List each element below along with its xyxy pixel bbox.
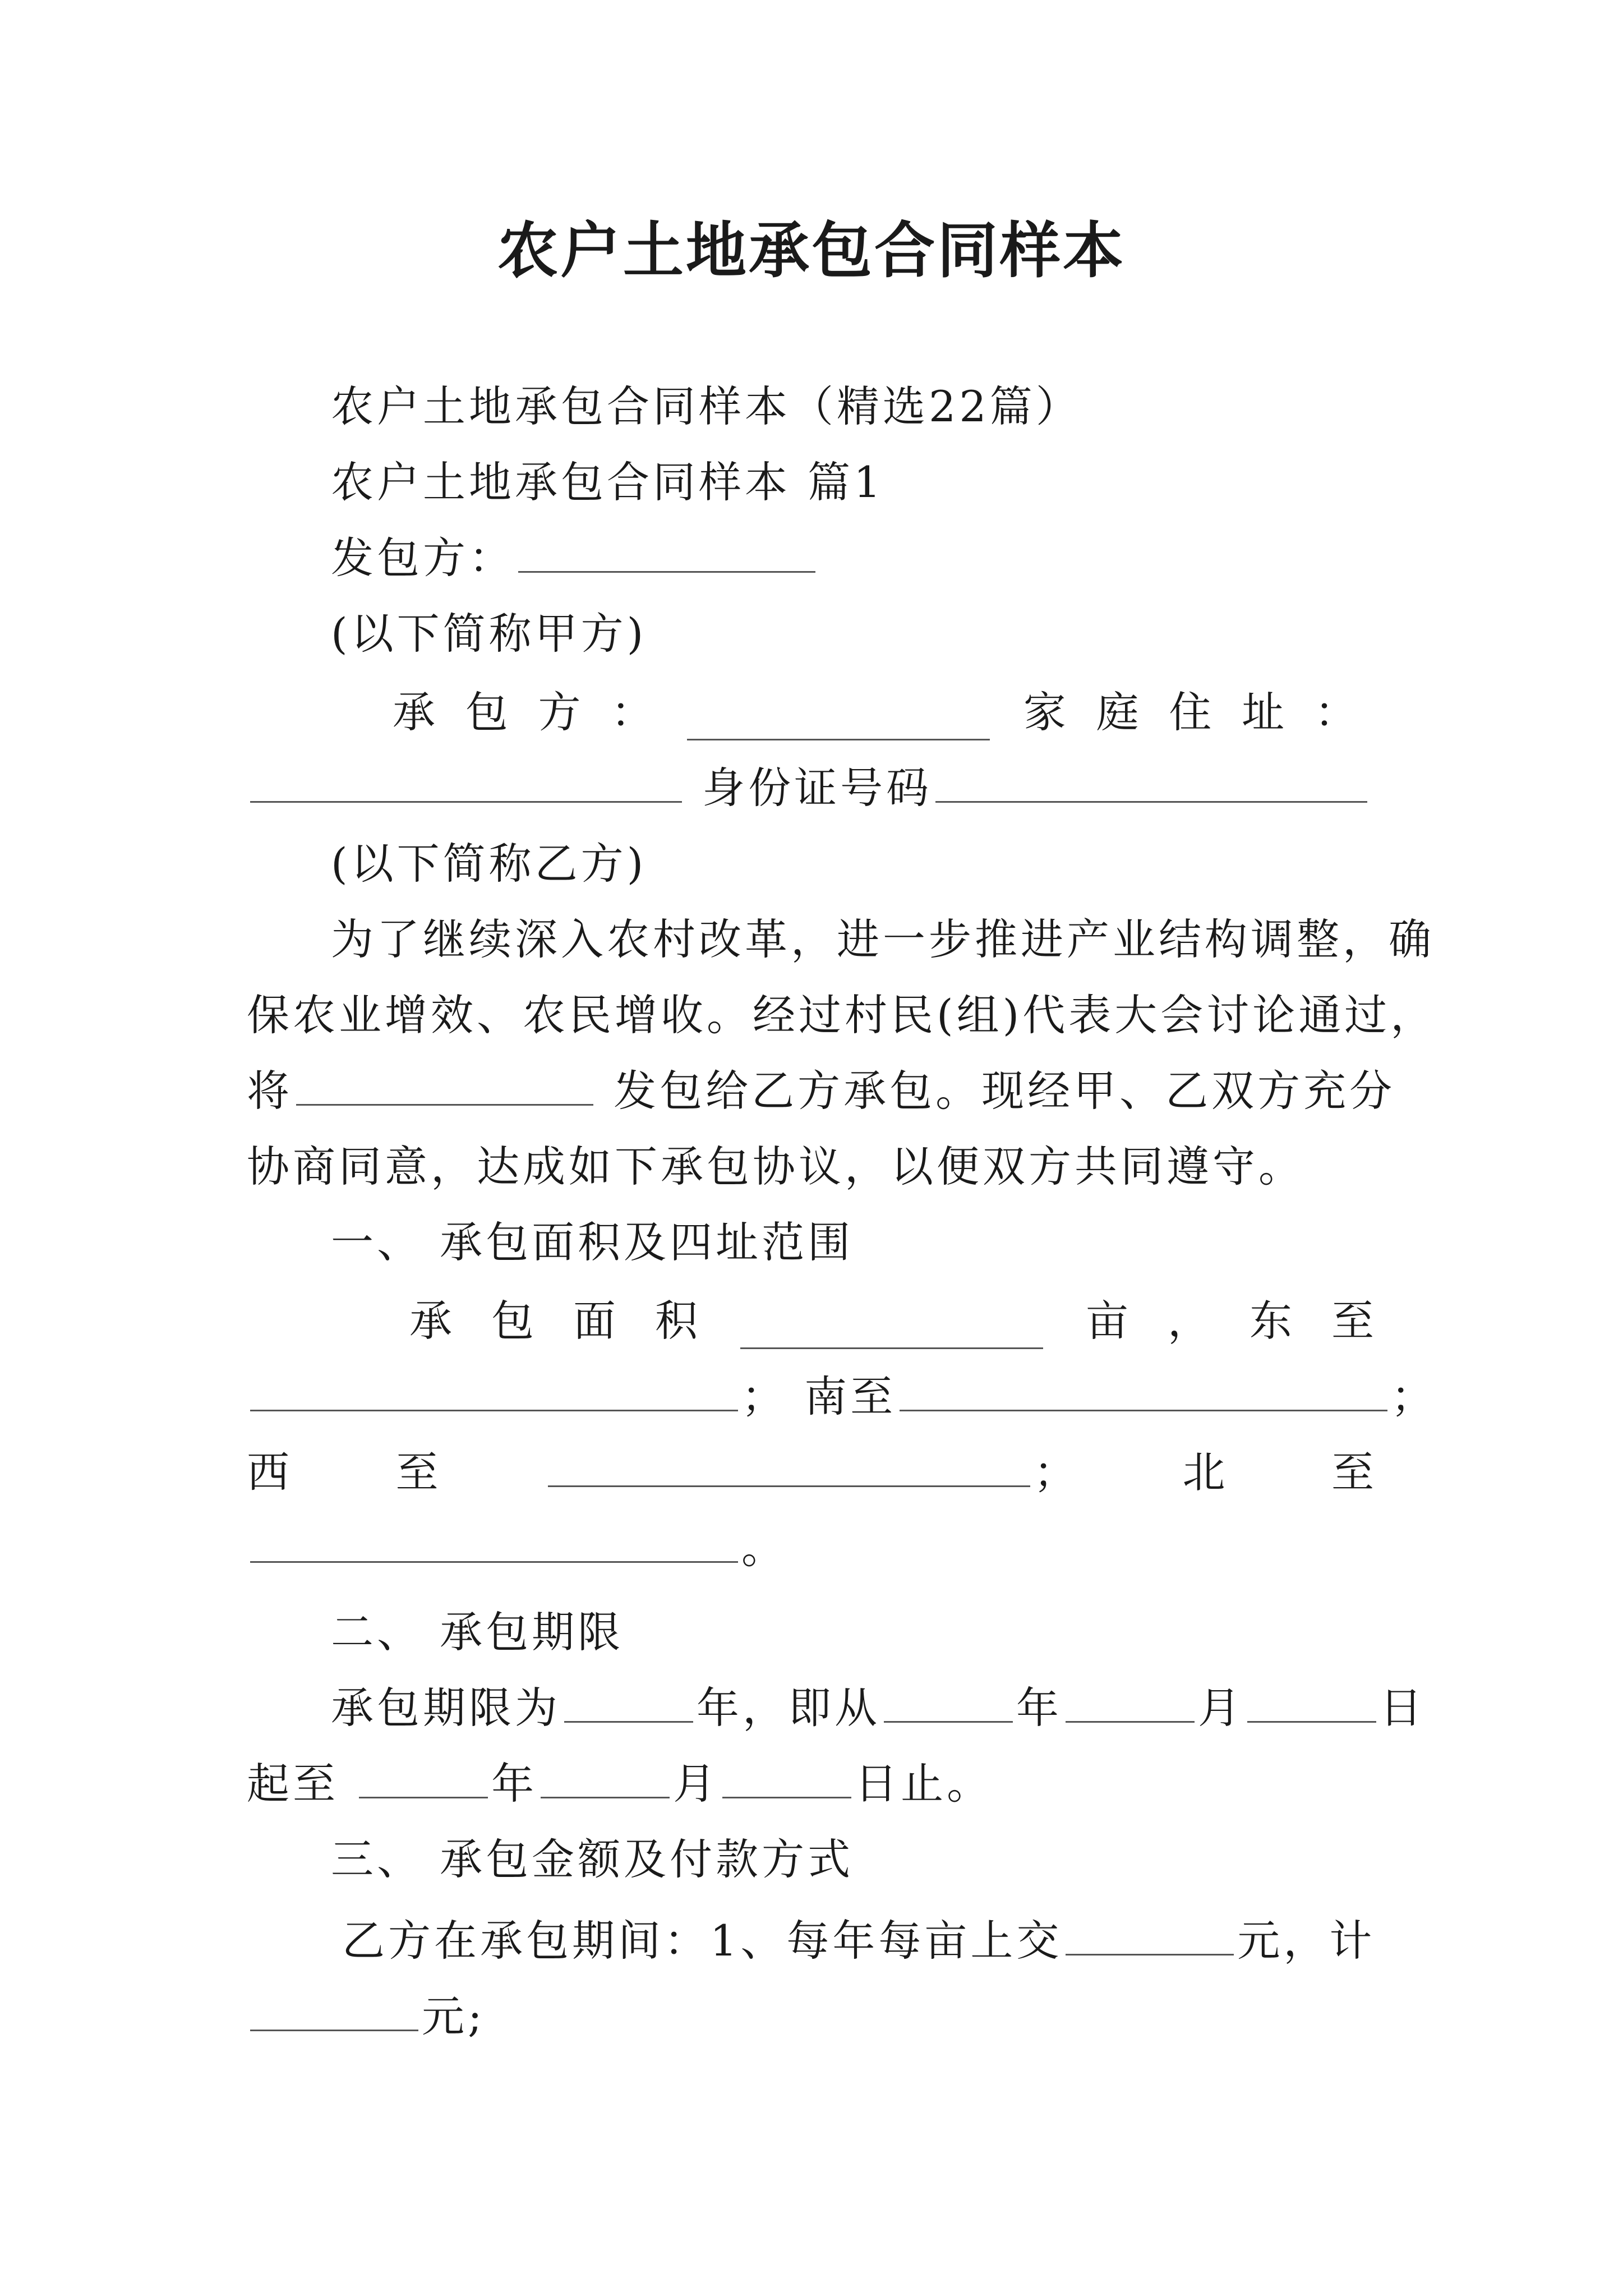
south-label: 南至 [804,1372,897,1421]
semicolon: ； [1391,1372,1437,1421]
party-b-line [393,684,1357,740]
start-year-blank[interactable] [884,1682,1013,1723]
section-1-heading: 一、 承包面积及四址范围 [331,1217,854,1267]
party-b-note: (以下简称乙方) [331,839,647,889]
intro-line-3-prefix: 将 [247,1066,293,1116]
end-month-blank[interactable] [541,1757,670,1798]
party-a-blank[interactable] [518,532,815,573]
party-b-blank[interactable] [687,700,990,740]
area-char: 承 [409,1296,452,1346]
end-month-label: 月 [673,1759,720,1809]
address-blank[interactable] [250,762,682,803]
east-char: 至 [1331,1296,1374,1346]
semicolon: ； [1034,1447,1076,1497]
north-char: 至 [1331,1447,1374,1497]
end-day-blank[interactable] [722,1757,851,1798]
area-line [409,1293,1374,1349]
period: 。 [741,1523,787,1573]
west-blank[interactable] [548,1446,1030,1487]
start-month-label: 月 [1198,1683,1244,1733]
subtitle: 农户土地承包合同样本（精选22篇） [331,381,1082,431]
area-blank[interactable] [740,1308,1043,1349]
party-b-char: 方 [538,687,581,737]
east-char: 东 [1249,1296,1292,1346]
west-north-line [247,1444,1374,1501]
party-b-char: ： [611,687,654,737]
term-line-1 [331,1680,1426,1736]
payment-line-1-unit: 元，计 [1237,1916,1376,1966]
intro-line-3-suffix: 发包给乙方承包。现经甲、乙双方充分 [614,1066,1396,1116]
address-char: ： [1314,687,1357,737]
payment-line-1-prefix: 乙方在承包期间：1、每年每亩上交 [342,1916,1063,1966]
semicolon: ； [741,1372,787,1421]
address-char: 址 [1242,687,1285,737]
payment-line-1 [342,1913,1375,1969]
payment-line-2-suffix: 元; [422,1991,486,2041]
party-a-note: (以下简称甲方) [331,609,647,659]
area-char: 面 [573,1296,616,1346]
intro-line-4: 协商同意，达成如下承包协议，以便双方共同遵守。 [247,1142,1304,1191]
north-blank[interactable] [250,1522,738,1563]
south-blank[interactable] [900,1370,1387,1411]
start-day-blank[interactable] [1247,1682,1376,1723]
intro-line-1: 为了继续深入农村改革，进一步推进产业结构调整，确 [331,914,1435,964]
comma: ， [1168,1296,1210,1346]
start-year-label: 年 [1016,1683,1062,1733]
total-blank[interactable] [250,1990,418,2031]
id-number-line [247,760,1371,816]
intro-line-3 [247,1063,1395,1119]
address-char: 住 [1169,687,1212,737]
start-month-blank[interactable] [1066,1682,1195,1723]
west-char: 西 [247,1447,289,1497]
party-b-char: 承 [393,687,435,737]
id-number-blank[interactable] [935,762,1367,803]
document-title: 农户土地承包合同样本 [497,215,1126,286]
east-blank[interactable] [250,1370,738,1411]
west-char: 至 [395,1447,439,1497]
section-3-heading: 三、 承包金额及付款方式 [331,1834,854,1884]
term-line-2-prefix: 起至 [247,1759,339,1809]
land-blank[interactable] [296,1065,593,1106]
north-char: 北 [1182,1447,1225,1497]
area-char: 积 [655,1296,698,1346]
north-blank-line [247,1520,787,1576]
per-mu-blank[interactable] [1066,1915,1234,1955]
address-char: 家 [1023,687,1066,737]
term-year-label: 年，即从 [697,1683,880,1733]
end-year-label: 年 [491,1759,538,1809]
term-years-blank[interactable] [564,1682,693,1723]
party-b-char: 包 [465,687,508,737]
address-char: 庭 [1096,687,1139,737]
term-line-2 [247,1756,993,1812]
area-unit: 亩 [1086,1296,1128,1346]
id-number-label: 身份证号码 [702,763,933,813]
term-prefix: 承包期限为 [331,1683,561,1733]
article-heading: 农户土地承包合同样本 篇1 [331,457,884,507]
payment-line-2 [247,1989,486,2045]
intro-line-2: 保农业增效、农民增收。经过村民(组)代表大会讨论通过， [247,990,1437,1040]
area-char: 包 [491,1296,534,1346]
party-a-line [331,530,819,586]
end-day-label: 日止。 [855,1759,993,1809]
start-day-label: 日 [1380,1683,1426,1733]
section-2-heading: 二、 承包期限 [331,1607,624,1657]
east-south-line [247,1369,1437,1425]
end-year-blank[interactable] [359,1757,488,1798]
party-a-label: 发包方： [331,533,515,583]
west-blank-group [545,1444,1076,1501]
